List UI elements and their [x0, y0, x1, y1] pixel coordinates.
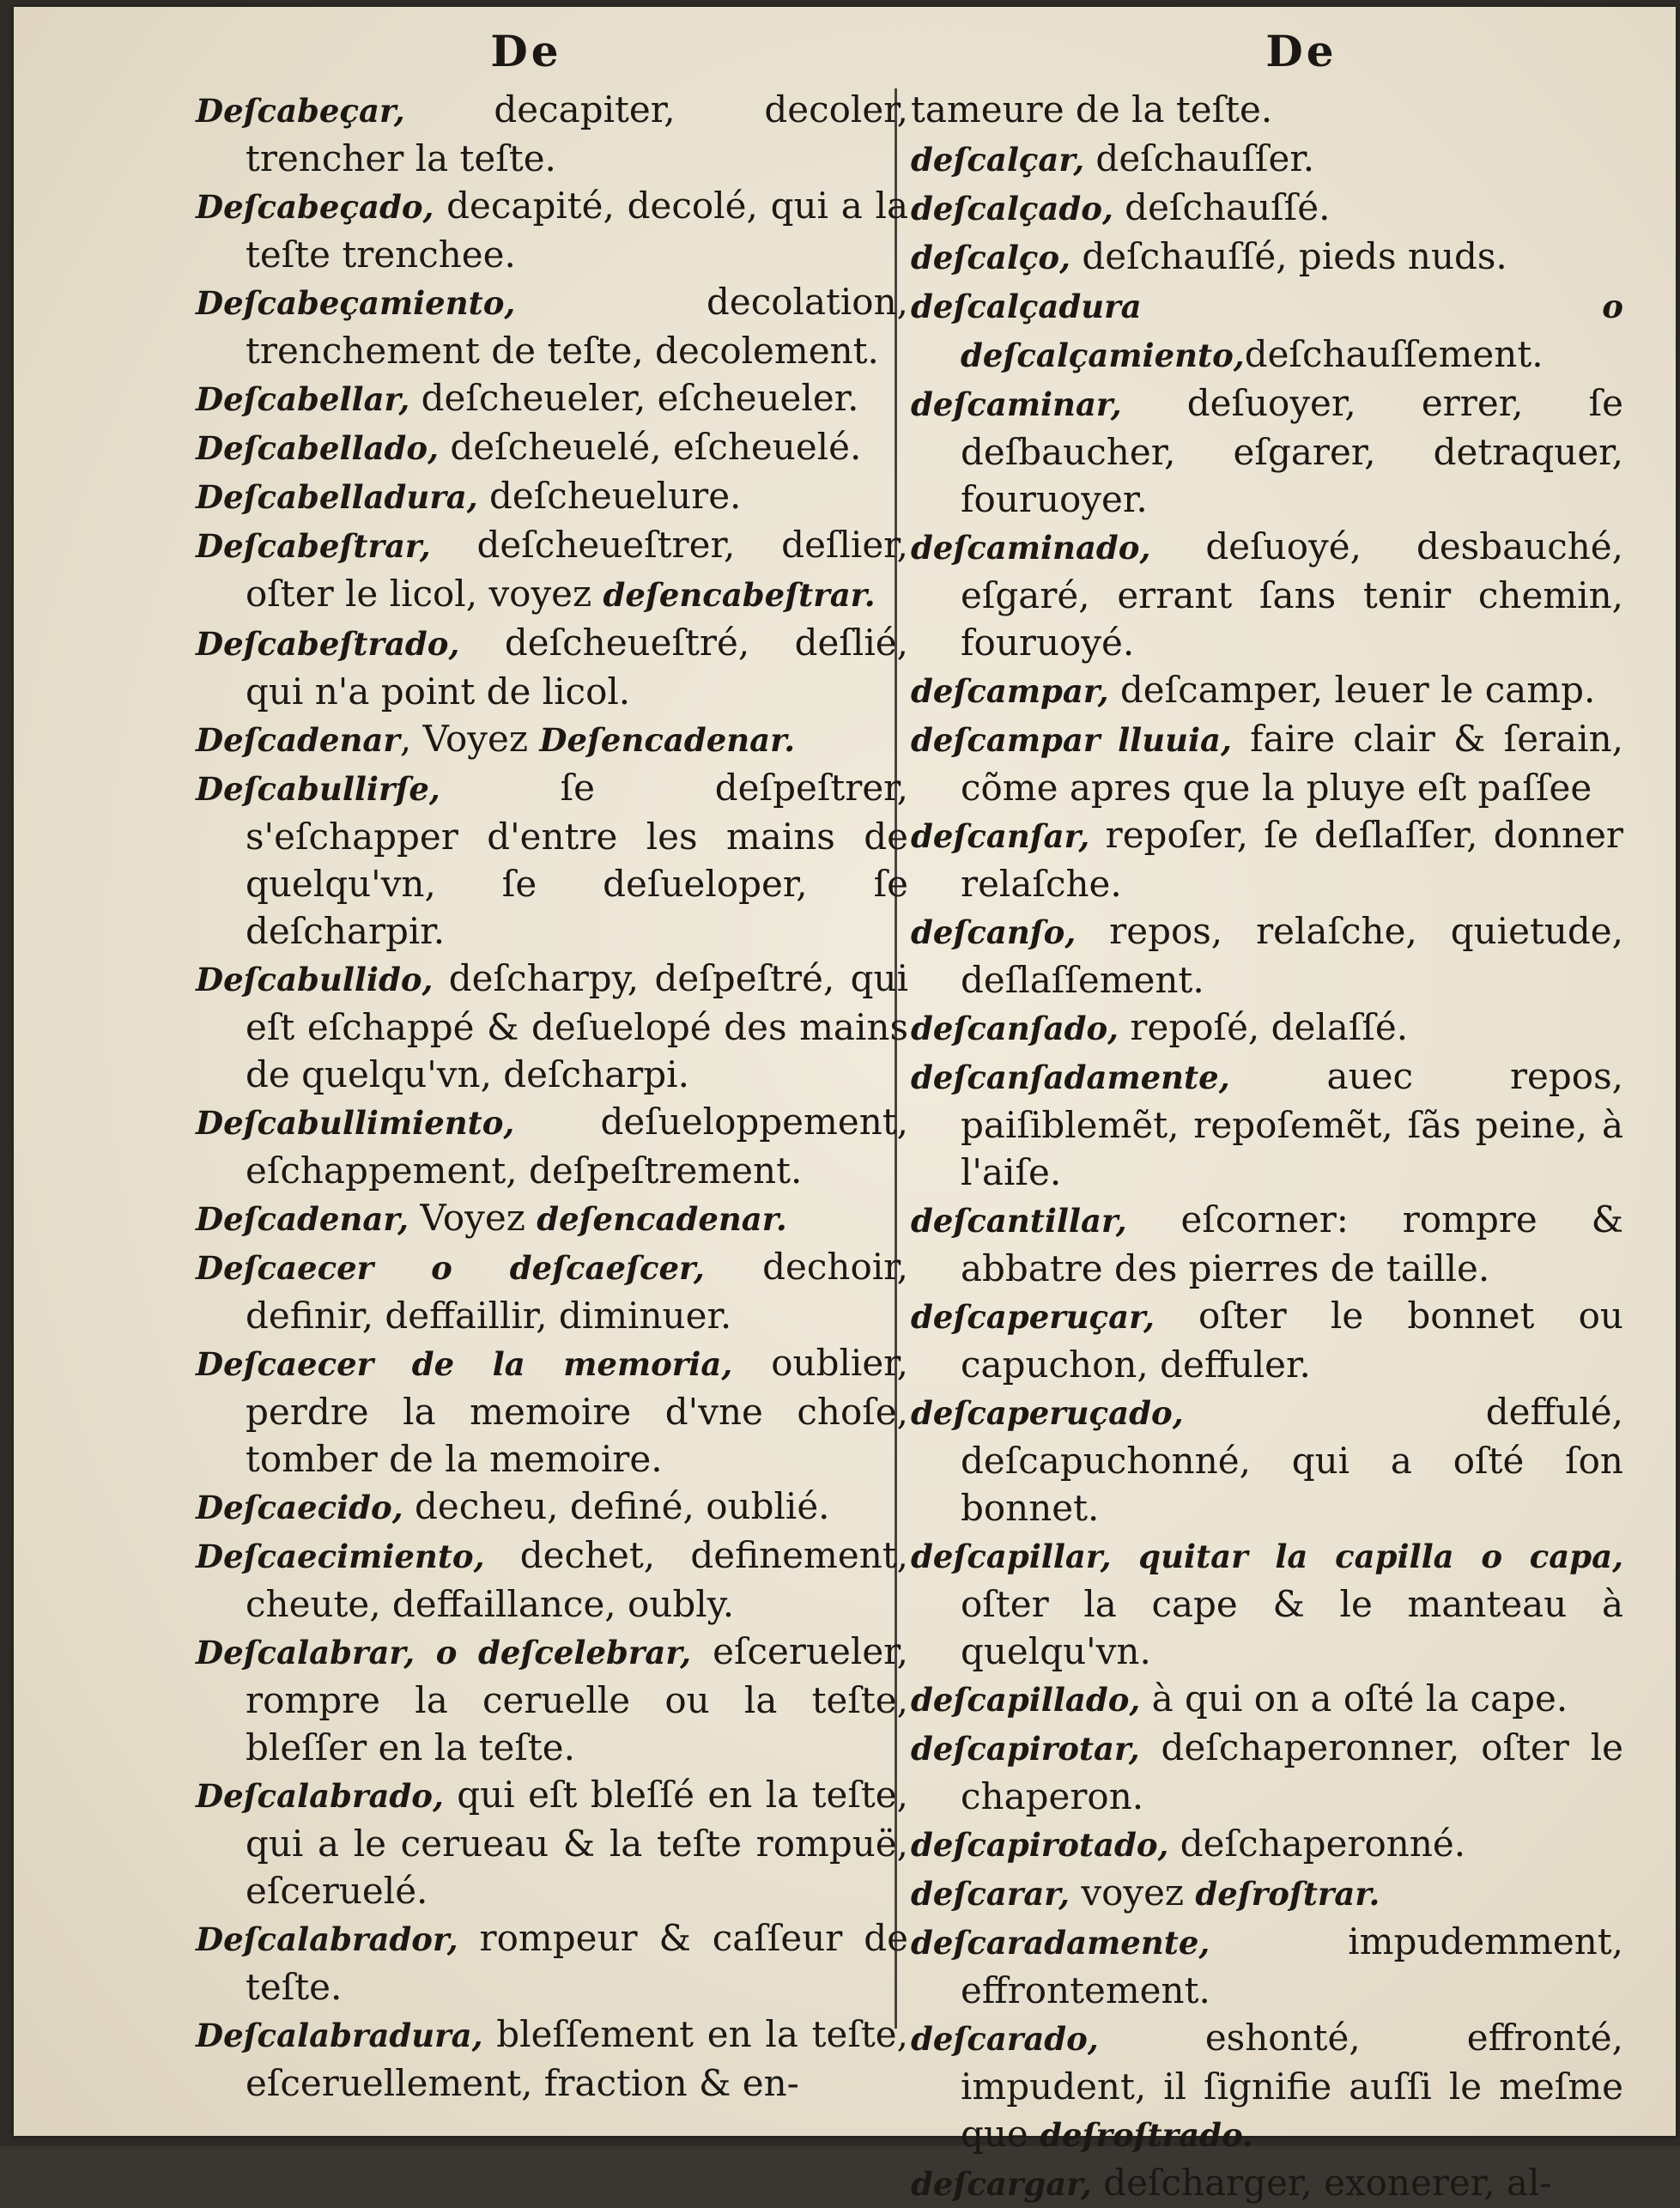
dictionary-entry	[196, 86, 908, 182]
dictionary-entry	[911, 715, 1623, 811]
dictionary-entry	[196, 1628, 908, 1771]
entry-cross-reference: deſroſtrar.	[1195, 1875, 1380, 1913]
entry-headword: Deſcabullimiento,	[196, 1104, 515, 1142]
dictionary-entry	[196, 715, 908, 764]
dictionary-entry	[911, 1675, 1623, 1724]
entry-headword: deſcanſo,	[911, 913, 1077, 951]
dictionary-entry	[196, 1914, 908, 2011]
entry-headword: deſcaminar,	[911, 385, 1122, 423]
running-head-right: De	[1265, 26, 1337, 76]
dictionary-entry	[911, 1292, 1623, 1388]
entry-definition: oublier, perdre la memoire d'vne choſe, tomber de la memoire.	[246, 1342, 908, 1480]
dictionary-entry	[196, 472, 908, 521]
dictionary-entry	[196, 2011, 908, 2107]
dictionary-entry	[911, 1869, 1623, 1918]
entry-definition: , Voyez	[399, 718, 540, 760]
entry-headword: deſcapirotar,	[911, 1730, 1140, 1768]
dictionary-entry	[911, 1388, 1623, 1532]
dictionary-entry	[911, 1820, 1623, 1869]
entry-definition: deſchaperonner, oſter le chaperon.	[961, 1726, 1623, 1817]
entry-definition: rompeur & caſſeur de teſte.	[246, 1917, 908, 2008]
entry-headword: deſcampar lluuia,	[911, 721, 1232, 759]
left-column	[196, 26, 908, 2107]
dictionary-entry	[911, 233, 1623, 282]
dictionary-page	[14, 7, 1676, 2204]
entry-definition: eſcorner: rompre & abbatre des pierres de taille.	[961, 1198, 1623, 1289]
dictionary-entry	[911, 811, 1623, 907]
entry-headword: Deſcaecimiento,	[196, 1538, 485, 1575]
entry-definition: auec repos, paiſiblemẽt, repoſemẽt, ſãs peine, à l'aiſe.	[961, 1055, 1623, 1193]
entry-headword: Deſcaecido,	[196, 1489, 403, 1526]
dictionary-entry	[196, 1243, 908, 1339]
dictionary-entry	[911, 1196, 1623, 1292]
dictionary-entry	[911, 379, 1623, 523]
dictionary-entry	[196, 1483, 908, 1532]
entry-definition: deſcheueler, eſcheueler.	[409, 377, 859, 419]
entry-headword: deſcaperuçar,	[911, 1298, 1155, 1336]
dictionary-entry	[196, 1098, 908, 1194]
entry-definition: dechoir, definir, deffaillir, diminuer.	[246, 1246, 908, 1337]
dictionary-entry	[911, 907, 1623, 1004]
dictionary-entry	[196, 374, 908, 423]
entry-headword: deſcalçadura o deſcalçamiento,	[911, 288, 1623, 374]
entry-headword: deſcanſado,	[911, 1010, 1119, 1047]
entry-headword: Deſcalabrado,	[196, 1777, 444, 1815]
entry-headword: deſcalçar,	[911, 141, 1085, 179]
entry-headword: Deſcalabradura,	[196, 2017, 483, 2054]
entry-headword: Deſcabelladura,	[196, 478, 478, 516]
entry-definition: deſueloppement, eſchappement, deſpeſtrement.	[246, 1101, 908, 1192]
entry-headword: Deſcabeſtrado,	[196, 625, 460, 663]
entry-definition: decolation, trenchement de teſte, decolement.	[246, 281, 908, 372]
entry-headword: deſcalço,	[911, 239, 1070, 276]
entry-definition: decheu, definé, oublié.	[403, 1485, 830, 1527]
dictionary-entry	[911, 2159, 1623, 2208]
entry-definition: Voyez	[409, 1197, 537, 1239]
entry-definition: deſchauſſé.	[1113, 186, 1331, 228]
right-entries	[911, 86, 1623, 2208]
entry-headword: deſcaperuçado,	[911, 1394, 1184, 1432]
dictionary-entry	[196, 423, 908, 472]
entry-definition: tameure de la teſte.	[911, 88, 1273, 130]
dictionary-entry	[196, 521, 908, 619]
entry-definition: deſcharpy, deſpeſtré, qui eſt eſchappé & deſuelopé des mains de quelqu'vn, deſcharpi.	[246, 957, 908, 1095]
entry-definition: deſchauſſé, pieds nuds.	[1070, 235, 1507, 277]
dictionary-entry	[911, 1918, 1623, 2014]
entry-headword: Deſcaecer de la memoria,	[196, 1345, 733, 1383]
entry-cross-reference: deſencabeſtrar.	[603, 576, 876, 614]
entry-definition: deſuoyé, desbauché, eſgaré, errant ſans tenir chemin, fouruoyé.	[961, 525, 1623, 664]
entry-definition: à qui on a oſté la cape.	[1140, 1677, 1568, 1720]
right-column	[911, 26, 1623, 2208]
entry-definition: voyez	[1069, 1871, 1196, 1914]
entry-headword: deſcampar,	[911, 672, 1109, 710]
entry-definition: eshonté, effronté, impudent, il ſignifie auſſi le meſme que	[961, 2017, 1623, 2155]
entry-definition: deſcheueſtré, deſlié, qui n'a point de licol.	[246, 622, 908, 713]
entry-definition: repos, relaſche, quietude, deſlaſſement.	[961, 910, 1623, 1001]
entry-definition: deſchauſſement.	[1244, 333, 1544, 375]
entry-headword: Deſcabeſtrar,	[196, 527, 431, 565]
dictionary-entry	[911, 666, 1623, 715]
entry-cross-reference: Deſencadenar.	[539, 721, 796, 759]
entry-definition: deſuoyer, errer, ſe deſbaucher, eſgarer, detraquer, fouruoyer.	[961, 382, 1623, 520]
entry-headword: Deſcabeçado,	[196, 188, 434, 226]
entry-headword: Deſcabellar,	[196, 380, 410, 418]
entry-definition: bleſſement en la teſte, eſceruellement, fraction & en-	[246, 2013, 908, 2104]
entry-cross-reference: deſencadenar.	[537, 1200, 787, 1238]
entry-definition: deſcheueſtrer, deſlier, oſter le licol, voyez	[246, 524, 908, 615]
entry-definition: deſchaperonné.	[1168, 1823, 1466, 1865]
entry-definition: ſe deſpeſtrer, s'eſchapper d'entre les mains de quelqu'vn, ſe deſueloper, ſe deſcharpir.	[246, 767, 908, 952]
entry-headword: Deſcabellado,	[196, 429, 439, 467]
entry-headword: deſcanſadamente,	[911, 1059, 1230, 1096]
entry-headword: Deſcadenar,	[196, 1200, 409, 1238]
dictionary-entry	[196, 1339, 908, 1483]
dictionary-entry	[911, 184, 1623, 233]
dictionary-entry	[196, 955, 908, 1098]
entry-headword: Deſcabeçamiento,	[196, 284, 516, 322]
entry-definition: impudemment, effrontement.	[961, 1920, 1623, 2011]
entry-definition: deffulé, deſcapuchonné, qui a oſté ſon bonnet.	[961, 1391, 1623, 1529]
entry-headword: deſcaminado,	[911, 529, 1151, 567]
entry-definition: dechet, definement, cheute, deffaillance, oubly.	[246, 1534, 908, 1625]
dictionary-entry	[196, 1532, 908, 1628]
entry-definition: faire clair & ſerain, cõme apres que la pluye eſt paſſee	[961, 718, 1623, 809]
entry-headword: Deſcabullirſe,	[196, 770, 440, 808]
dictionary-entry	[911, 1052, 1623, 1196]
entry-cross-reference: deſroſtrado.	[1040, 2116, 1253, 2154]
entry-definition: deſcheuelure.	[477, 475, 742, 517]
entry-definition: decapité, decolé, qui a la teſte trenchee.	[246, 185, 908, 276]
entry-definition: deſchauſſer.	[1084, 137, 1315, 179]
entry-headword: Deſcadenar	[196, 721, 400, 759]
entry-headword: Deſcalabrador,	[196, 1920, 458, 1958]
left-entries	[196, 86, 908, 2107]
entry-headword: deſcanſar,	[911, 817, 1090, 855]
entry-headword: deſcantillar,	[911, 1202, 1127, 1240]
entry-headword: deſcargar,	[911, 2165, 1092, 2203]
entry-headword: deſcaradamente,	[911, 1924, 1210, 1962]
entry-definition: qui eſt bleſſé en la teſte, qui a le cerueau & la teſte rompuë, eſceruelé.	[246, 1774, 908, 1912]
entry-headword: Deſcabullido,	[196, 961, 434, 998]
dictionary-entry	[196, 1771, 908, 1914]
entry-headword: Deſcalabrar, o deſcelebrar,	[196, 1634, 692, 1671]
dictionary-entry	[196, 619, 908, 715]
entry-definition: repoſé, delaſſé.	[1119, 1006, 1409, 1048]
dictionary-entry	[196, 278, 908, 374]
entry-definition: deſcharger, exonerer, al-	[1091, 2162, 1552, 2204]
entry-headword: deſcapirotado,	[911, 1826, 1169, 1864]
entry-headword: Deſcabeçar,	[196, 92, 405, 130]
dictionary-entry	[196, 764, 908, 955]
entry-definition: decapiter, decoler, trencher la teſte.	[246, 88, 908, 179]
entry-headword: deſcapillado,	[911, 1681, 1141, 1719]
entry-definition: oſter la cape & le manteau à quelqu'vn.	[961, 1583, 1623, 1672]
entry-headword: Deſcaecer o deſcaeſcer,	[196, 1249, 705, 1287]
entry-definition: eſcerueler, rompre la ceruelle ou la teſte, bleſſer en la teſte.	[246, 1630, 908, 1768]
dictionary-entry	[911, 1724, 1623, 1820]
running-head-left: De	[490, 26, 562, 76]
dictionary-entry	[196, 182, 908, 278]
dictionary-entry	[911, 2014, 1623, 2159]
entry-definition: deſcamper, leuer le camp.	[1108, 669, 1596, 711]
entry-definition: oſter le bonnet ou capuchon, deffuler.	[961, 1295, 1623, 1386]
dictionary-entry	[196, 1194, 908, 1243]
entry-definition: deſcheuelé, eſcheuelé.	[438, 426, 862, 468]
dictionary-entry	[911, 282, 1623, 379]
dictionary-entry	[911, 86, 1623, 135]
entry-headword: deſcarar,	[911, 1875, 1070, 1913]
dictionary-entry	[911, 1004, 1623, 1052]
entry-headword: deſcalçado,	[911, 190, 1113, 227]
dictionary-entry	[911, 523, 1623, 666]
dictionary-entry	[911, 135, 1623, 184]
entry-definition: repoſer, ſe deſlaſſer, donner relaſche.	[961, 814, 1623, 905]
dictionary-entry	[911, 1532, 1623, 1675]
entry-headword: deſcarado,	[911, 2020, 1099, 2058]
entry-headword: deſcapillar, quitar la capilla o capa,	[911, 1538, 1623, 1575]
